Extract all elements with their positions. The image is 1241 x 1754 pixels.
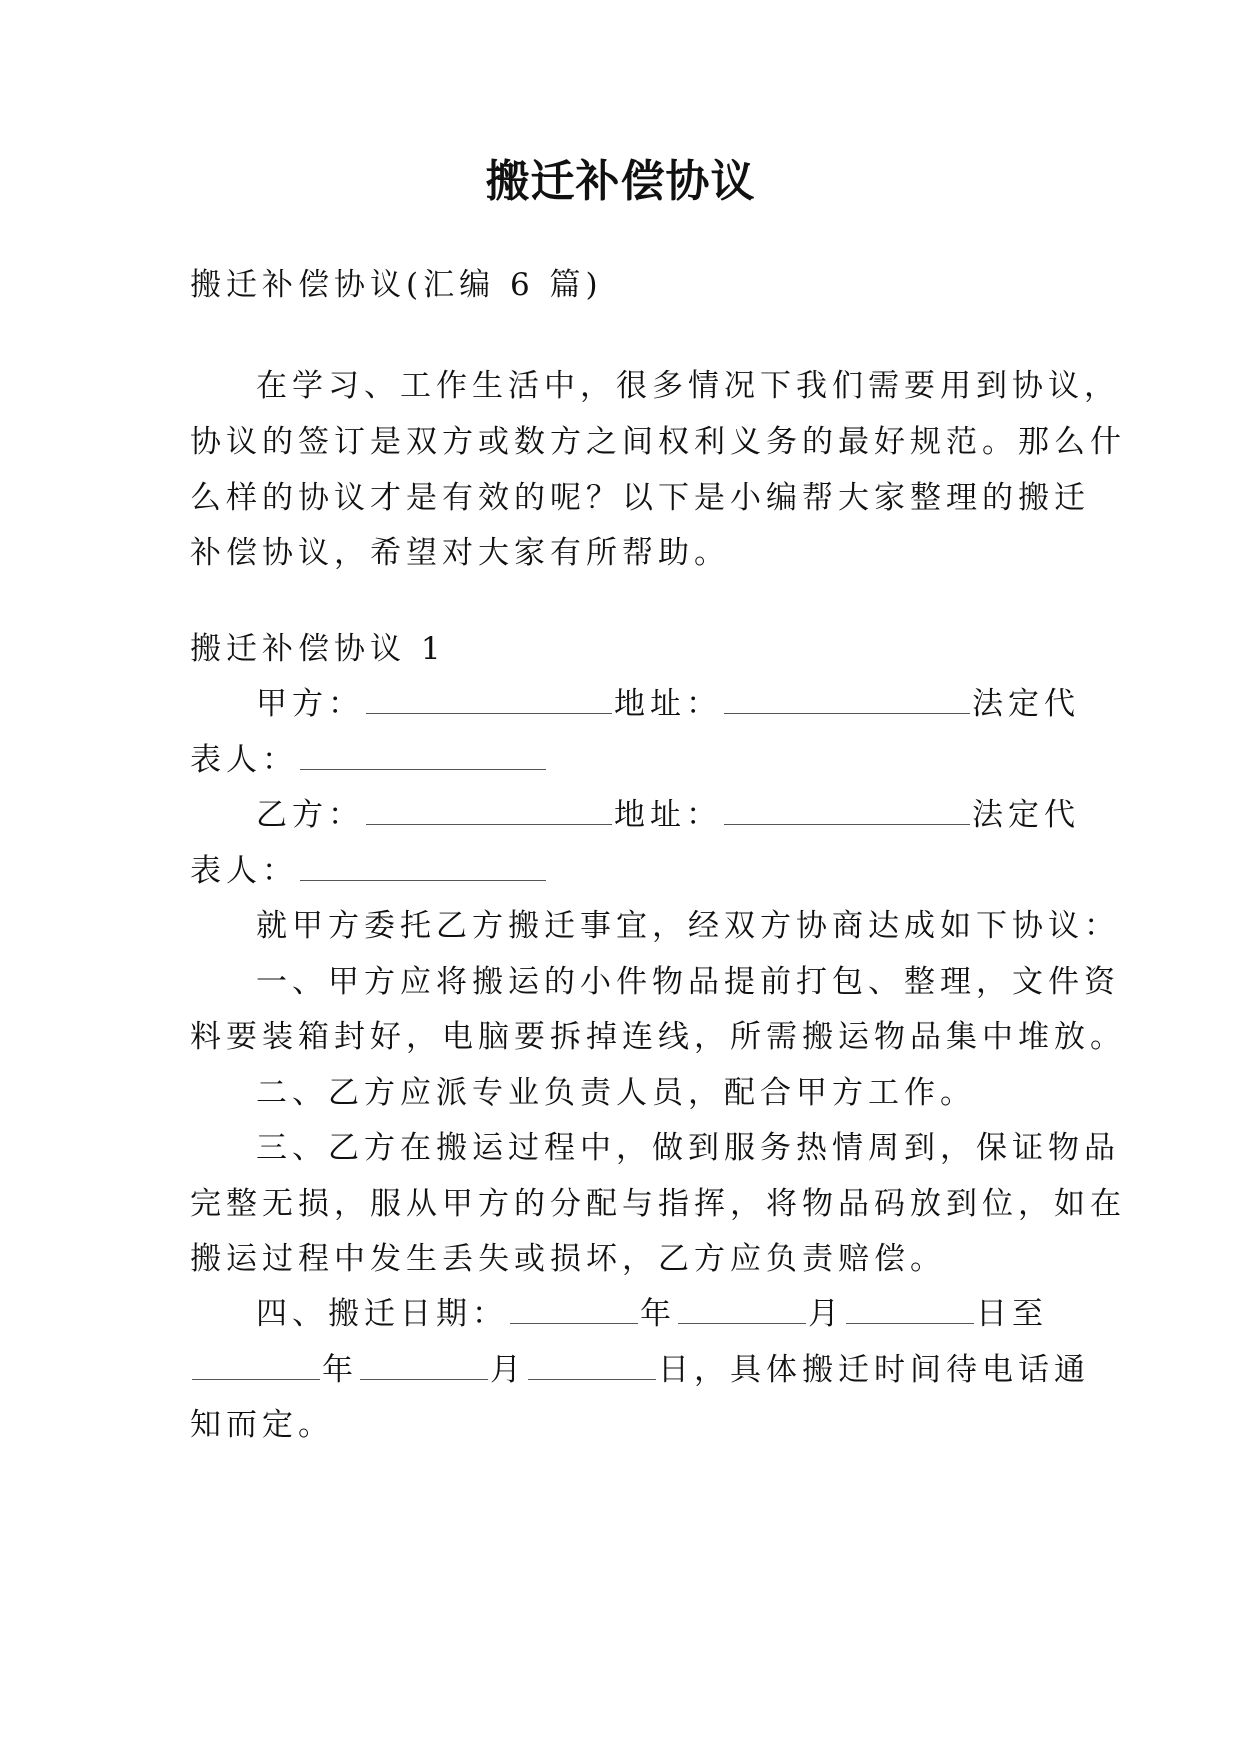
clause1-line-1: 一、甲方应将搬运的小件物品提前打包、整理，文件资 [256, 964, 1120, 1000]
start-day-blank [846, 1293, 974, 1324]
document-title: 搬迁补偿协议 [485, 156, 756, 207]
party-b-label: 乙方： [256, 797, 364, 833]
clause3-line-2: 完整无损，服从甲方的分配与指挥，将物品码放到位，如在 [190, 1186, 1126, 1222]
end-year-blank [192, 1349, 320, 1380]
start-month-label: 月 [808, 1296, 844, 1332]
clause4-label: 四、搬迁日期： [256, 1296, 508, 1332]
party-b-rep-line [190, 849, 548, 893]
clause4-line-2 [190, 1348, 1090, 1392]
clause3-line-1: 三、乙方在搬运过程中，做到服务热情周到，保证物品 [256, 1130, 1120, 1166]
start-year-blank [510, 1293, 638, 1324]
end-day-blank [528, 1349, 656, 1380]
party-a-line [256, 682, 1080, 726]
start-year-label: 年 [640, 1296, 676, 1332]
clause2: 二、乙方应派专业负责人员，配合甲方工作。 [256, 1075, 976, 1111]
clause1-line-2: 料要装箱封好，电脑要拆掉连线，所需搬运物品集中堆放。 [190, 1019, 1126, 1055]
end-month-blank [360, 1349, 488, 1380]
end-day-label: 日，具体搬迁时间待电话通 [658, 1352, 1090, 1388]
clause4-line-1 [256, 1292, 1048, 1336]
party-a-rep-line [190, 738, 548, 782]
party-b-rep-label-start: 法定代 [972, 797, 1080, 833]
party-b-rep-blank [300, 850, 546, 881]
intro-line-4: 补偿协议，希望对大家有所帮助。 [190, 535, 730, 571]
start-month-blank [678, 1293, 806, 1324]
end-year-label: 年 [322, 1352, 358, 1388]
party-a-address-blank [724, 683, 970, 714]
intro-line-1: 在学习、工作生活中，很多情况下我们需要用到协议， [256, 368, 1120, 404]
party-b-address-label: 地址： [614, 797, 722, 833]
section-heading: 搬迁补偿协议 1 [190, 631, 446, 667]
party-a-rep-label-start: 法定代 [972, 686, 1080, 722]
preamble: 就甲方委托乙方搬迁事宜，经双方协商达成如下协议： [256, 908, 1120, 944]
party-b-name-blank [366, 794, 612, 825]
intro-line-3: 么样的协议才是有效的呢？以下是小编帮大家整理的搬迁 [190, 480, 1090, 516]
clause3-line-3: 搬运过程中发生丢失或损坏，乙方应负责赔偿。 [190, 1241, 946, 1277]
party-b-rep-label-end: 表人： [190, 853, 298, 889]
party-a-rep-blank [300, 739, 546, 770]
intro-line-2: 协议的签订是双方或数方之间权利义务的最好规范。那么什 [190, 424, 1126, 460]
party-a-name-blank [366, 683, 612, 714]
party-a-label: 甲方： [256, 686, 364, 722]
party-a-address-label: 地址： [614, 686, 722, 722]
party-a-rep-label-end: 表人： [190, 742, 298, 778]
party-b-line [256, 793, 1080, 837]
party-b-address-blank [724, 794, 970, 825]
start-day-to-label: 日至 [976, 1296, 1048, 1332]
document-subtitle: 搬迁补偿协议(汇编 6 篇) [190, 267, 603, 303]
clause4-line-3: 知而定。 [190, 1407, 334, 1443]
end-month-label: 月 [490, 1352, 526, 1388]
